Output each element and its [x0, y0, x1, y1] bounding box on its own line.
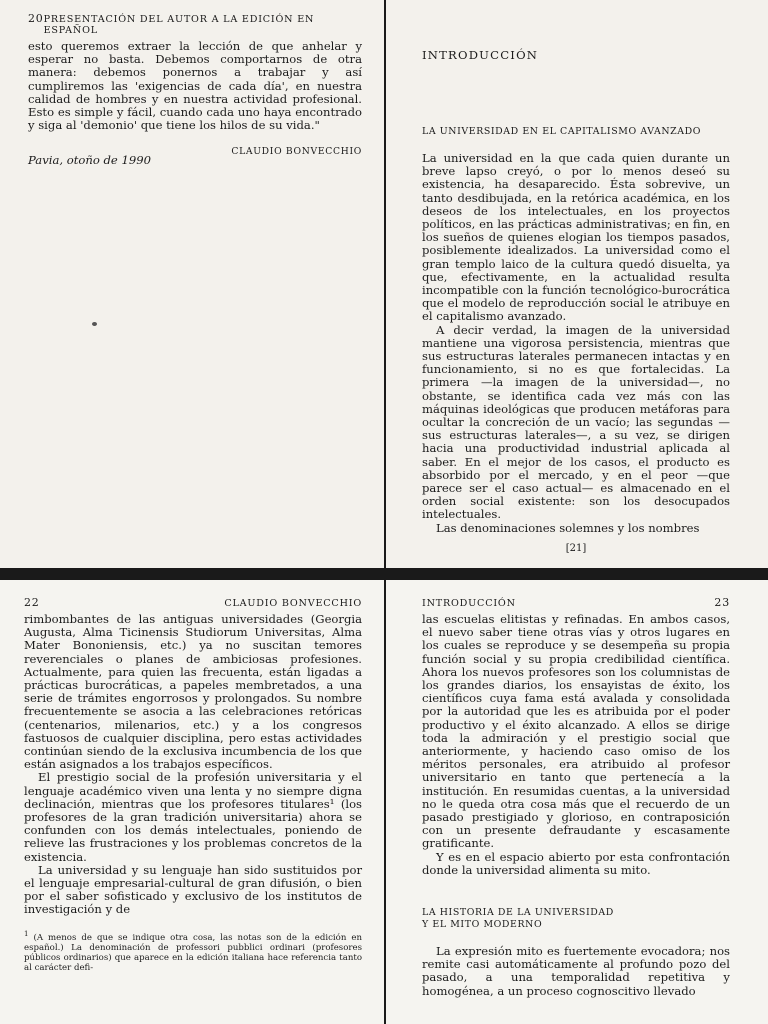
section-title-line-1: LA HISTORIA DE LA UNIVERSIDAD: [422, 907, 614, 919]
paragraph: esto queremos extraer la lección de que anhelar y esperar no basta. Debemos comportarnos de otra manera: debemos ponernos a trabajar y así cumpliremos las 'exigencias de cada día', en nuestra calidad de hombres y en nuestra actividad profesional. Esto es simple y fácil, cuando cada uno haya encontrado y siga al 'demonio' que tiene los hilos de su vida.": [28, 39, 362, 133]
page-number: 22: [24, 596, 40, 609]
running-head: [24, 596, 362, 609]
place-date: Pavia, otoño de 1990: [28, 153, 151, 168]
paragraph-1: rimbombantes de las antiguas universidades (Georgia Augusta, Alma Ticinensis Studiorum Universitas, Alma Mater Bononiensis, etc.) ya no suscitan temores reverenciales o planes de ambiciosas profesiones. Actualmente, para quien las frecuenta, están ligadas a prácticas burocráticas, a papeles membretados, a una serie de trámites engorrosos y prolongados. Su nombre frecuentemente se asocia a las celebraciones retóricas (centenarios, milenarios, etc.) y a los congresos fastuosos de cualquier disciplina, pero estas actividades continúan siendo de la exclusiva incumbencia de los que están asignados a los trabajos específicos.: [24, 612, 362, 772]
footnote: [24, 929, 362, 973]
page-20: [0, 0, 384, 568]
page-number: 20: [28, 12, 44, 25]
footnote-text: (A menos de que se indique otra cosa, las notas son de la edición en español.) La denominación de professori pubblici ordinari (profesores públicos ordinarios) que aparece en la edición italiana hace referencia tanto al carácter defi-: [24, 932, 362, 973]
page-22: [0, 580, 384, 1024]
paragraph-3: Las denominaciones solemnes y los nombres: [436, 520, 700, 535]
section-title-line-2: Y EL MITO MODERNO: [422, 919, 543, 931]
chapter-title: INTRODUCCIÓN: [422, 48, 539, 62]
running-head-title: PRESENTACIÓN DEL AUTOR A LA EDICIÓN EN ESPAÑOL: [43, 14, 315, 36]
paragraph-3: La expresión mito es fuertemente evocadora; nos remite casi automáticamente al profundo pozo del pasado, a una temporalidad repetitiva y homogénea, a un proceso cognoscitivo llevado: [422, 944, 730, 998]
page-number: 23: [714, 596, 730, 609]
paragraph-1: las escuelas elitistas y refinadas. En ambos casos, el nuevo saber tiene otras vías y otros lugares en los cuales se reproduce y se desempeña su propia función social y su propia credibilidad científica. Ahora los nuevos profesores son los columnistas de los grandes diarios, los ensayistas de éxito, los científicos cuya fama está avalada y consolidada por la autoridad que les es atribuida por el poder productivo y el éxito alcanzado. A ellos se dirige toda la admiración y el prestigio social que anteriormente, y haciendo caso omiso de los méritos personales, era atribuido al profesor universitario en tanto que pertenecía a la institución. En resumidas cuentas, a la universidad no le queda otra cosa más que el recuerdo de un pasado prestigiado y glorioso, en contraposición con un presente defraudante y escasamente gratificante.: [422, 612, 730, 851]
page-21: [386, 0, 768, 568]
paragraph-1: La universidad en la que cada quien durante un breve lapso creyó, o por lo menos deseó su existencia, ha desaparecido. Ésta sobrevive, un tanto desdibujada, en la retórica académica, en los deseos de los intelectuales, en los proyectos políticos, en las prácticas administrativas; en fin, en los sueños de quienes elogian los tiempos pasados, posiblemente idealizados. La universidad como el gran templo laico de la cultura quedó disuelta, ya que, efectivamente, en la actualidad resulta incompatible con la función tecnológico-burocrática que el modelo de reproducción social le atribuye en el capitalismo avanzado.: [422, 151, 730, 324]
paragraph-2: A decir verdad, la imagen de la universidad mantiene una vigorosa persistencia, mientras que sus estructuras laterales permanecen intactas y en funcionamiento, si no es que fortalecidas. La primera —la imagen de la universidad—, no obstante, se identifica cada vez más con las máquinas ideológicas que producen metáforas para ocultar la concreción de un vacío; las segundas —sus estructuras laterales—, a su vez, se dirigen hacia una productividad industrial aplicada al saber. En el mejor de los casos, el producto es absorbido por el mercado, y en el peor —que parece ser el caso actual— es almacenado en el orden social existente: son los desocupados intelectuales.: [422, 322, 730, 522]
section-title: LA UNIVERSIDAD EN EL CAPITALISMO AVANZADO: [422, 126, 702, 137]
running-head: [28, 12, 362, 36]
paragraph-2: Y es en el espacio abierto por esta confrontación donde la universidad alimenta su mito.: [422, 849, 730, 877]
paragraph-2: El prestigio social de la profesión universitaria y el lenguaje académico viven una lenta y no siempre digna declinación, mientras que los profesores titulares¹ (los profesores de la gran tradición universitaria) ahora se confunden con los demás intelectuales, poniendo de relieve las frustraciones y los problemas concretos de la existencia.: [24, 770, 362, 864]
running-head-title: INTRODUCCIÓN: [422, 598, 516, 609]
running-head-title: CLAUDIO BONVECCHIO: [224, 598, 362, 609]
footnote-mark: 1: [24, 929, 29, 938]
ink-speck: [92, 322, 97, 326]
folio: [21]: [565, 542, 587, 554]
page-23: [386, 580, 768, 1024]
paragraph-3: La universidad y su lenguaje han sido sustituidos por el lenguaje empresarial-cultural de gran difusión, o bien por el saber sofisticado y exclusivo de los institutos de investigación y de: [24, 862, 362, 917]
running-head: [422, 596, 730, 609]
section-title: [422, 907, 730, 931]
author-signature: CLAUDIO BONVECCHIO: [231, 146, 362, 158]
